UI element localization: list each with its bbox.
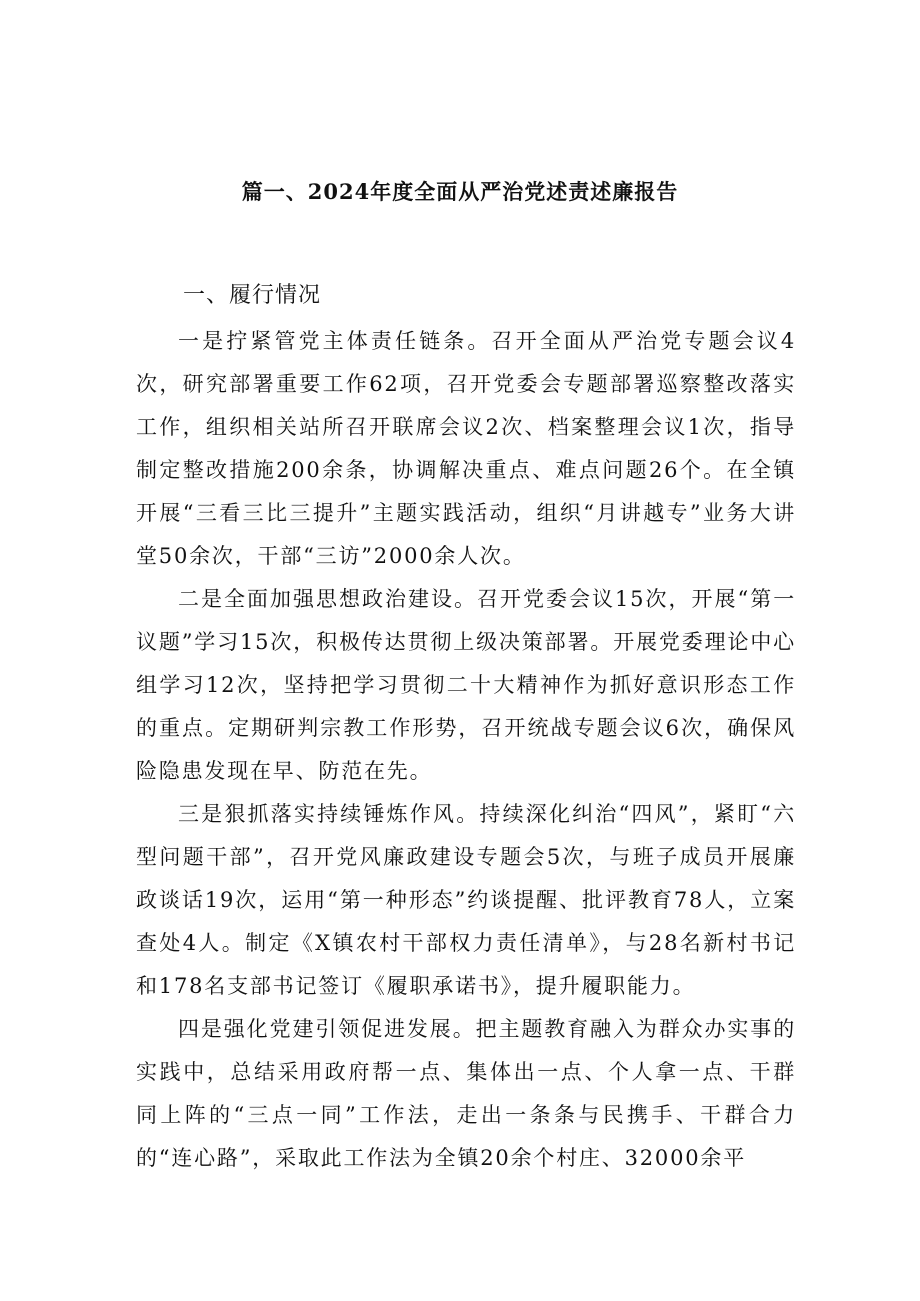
section-heading: 一、履行情况	[183, 283, 322, 308]
paragraph-1: 一是拧紧管党主体责任链条。召开全面从严治党专题会议4次，研究部署重要工作62项，召开党委会专题部署巡察整改落实工作，组织相关站所召开联席会议2次、档案整理会议1次，指导制定整改措施200余条，协调解决重点、难点问题26个。在全镇开展“三看三比三提升”主题实践活动，组织“月讲越专”业务大讲堂50余次，干部“三访”2000余人次。	[136, 329, 796, 568]
document-title: 篇一、2024年度全面从严治党述责述廉报告	[241, 179, 679, 204]
document-body	[136, 320, 796, 1180]
paragraph-3: 三是狠抓落实持续锤炼作风。持续深化纠治“四风”，紧盯“六型问题干部”，召开党风廉政建设专题会5次，与班子成员开展廉政谈话19次，运用“第一种形态”约谈提醒、批评教育78人，立案查处4人。制定《X镇农村干部权力责任清单》，与28名新村书记和178名支部书记签订《履职承诺书》，提升履职能力。	[136, 802, 796, 998]
paragraph-4: 四是强化党建引领促进发展。把主题教育融入为群众办实事的实践中，总结采用政府帮一点、集体出一点、个人拿一点、干群同上阵的“三点一同”工作法，走出一条条与民携手、干群合力的“连心路”，采取此工作法为全镇20余个村庄、32000余平	[136, 1017, 796, 1170]
paragraph-2: 二是全面加强思想政治建设。召开党委会议15次，开展“第一议题”学习15次，积极传达贯彻上级决策部署。开展党委理论中心组学习12次，坚持把学习贯彻二十大精神作为抓好意识形态工作的重点。定期研判宗教工作形势，召开统战专题会议6次，确保风险隐患发现在早、防范在先。	[136, 587, 796, 783]
